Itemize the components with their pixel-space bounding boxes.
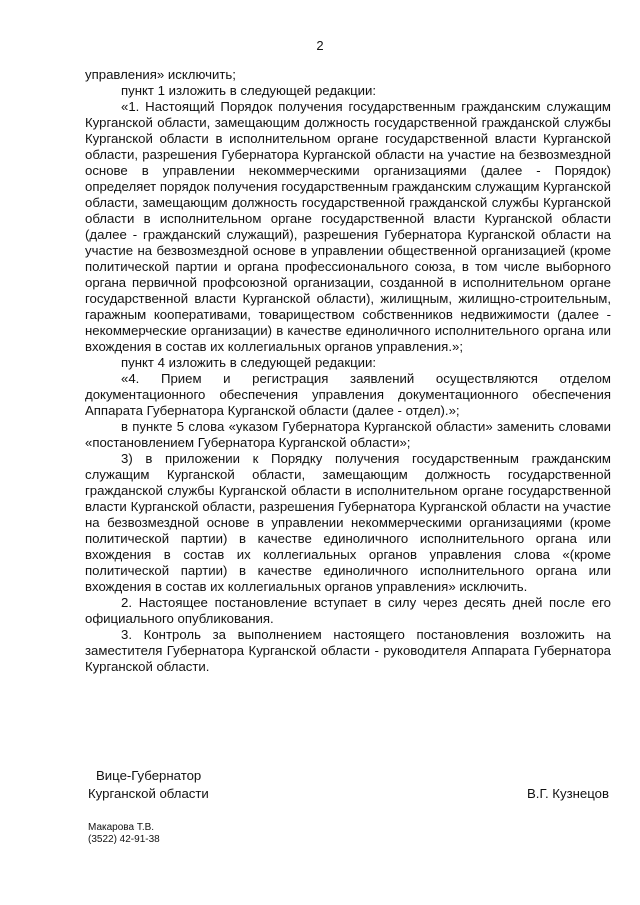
document-body	[85, 67, 611, 675]
executor-phone: (3522) 42-91-38	[88, 834, 160, 845]
paragraph-point-1-text: «1. Настоящий Порядок получения государственным гражданским служащим Курганской области, замещающим должность государственной гражданской службы Курганской области в исполнительном органе государственной власти Курганской области, разрешения Губернатора Курганской области на участие на безвозмездной основе в управлении некоммерческими организациями (далее - Порядок) определяет порядок получения государственным гражданским служащим Курганской области, замещающим должность государственной гражданской службы Курганской области в исполнительном органе государственной власти Курганской области (далее - гражданский служащий), разрешения Губернатора Курганской области на участие на безвозмездной основе в управлении общественной организацией (кроме политической партии и органа профессионального союза, в том числе выборного органа первичной профсоюзной организации, созданной в исполнительном органе государственной власти Курганской области), жилищным, жилищно-строительным, гаражным кооперативами, товариществом собственников недвижимости (далее - некоммерческие организации) в качестве единоличного исполнительного органа или вхождения в состав их коллегиальных органов управления.»;	[85, 99, 611, 354]
paragraph-continuation: управления» исключить;	[85, 67, 236, 82]
paragraph-control: 3. Контроль за выполнением настоящего постановления возложить на заместителя Губернатора Курганской области - руководителя Аппарата Губернатора Курганской области.	[85, 627, 611, 674]
signatory-position-line2: Курганской области	[88, 786, 209, 801]
executor-name: Макарова Т.В.	[88, 822, 155, 833]
paragraph-point-5: в пункте 5 слова «указом Губернатора Курганской области» заменить словами «постановлением Губернатора Курганской области»;	[85, 419, 611, 450]
paragraph-point-1-intro: пункт 1 изложить в следующей редакции:	[121, 83, 377, 98]
executor-block	[88, 822, 160, 846]
signatory-name: В.Г. Кузнецов	[526, 786, 609, 801]
paragraph-point-4-intro: пункт 4 изложить в следующей редакции:	[121, 355, 377, 370]
signatory-position-line1: Вице-Губернатор	[96, 768, 202, 783]
paragraph-effective-date: 2. Настоящее постановление вступает в силу через десять дней после его официального опубликования.	[85, 595, 611, 626]
paragraph-appendix: 3) в приложении к Порядку получения государственным гражданским служащим Курганской области, замещающим должность государственной гражданской службы Курганской области в исполнительном органе государственной власти Курганской области, разрешения Губернатора Курганской области на участие на безвозмездной основе в управлении некоммерческими организациями (кроме политической партии) в качестве единоличного исполнительного органа или вхождения в состав их коллегиальных органов управления слова «(кроме политической партии) в качестве единоличного исполнительного органа или вхождения в состав их коллегиальных органов управления» исключить.	[85, 451, 611, 594]
page-number: 2	[316, 38, 324, 53]
paragraph-point-4-text: «4. Прием и регистрация заявлений осуществляются отделом документационного обеспечения управления документационного обеспечения Аппарата Губернатора Курганской области (далее - отдел).»;	[85, 371, 611, 418]
